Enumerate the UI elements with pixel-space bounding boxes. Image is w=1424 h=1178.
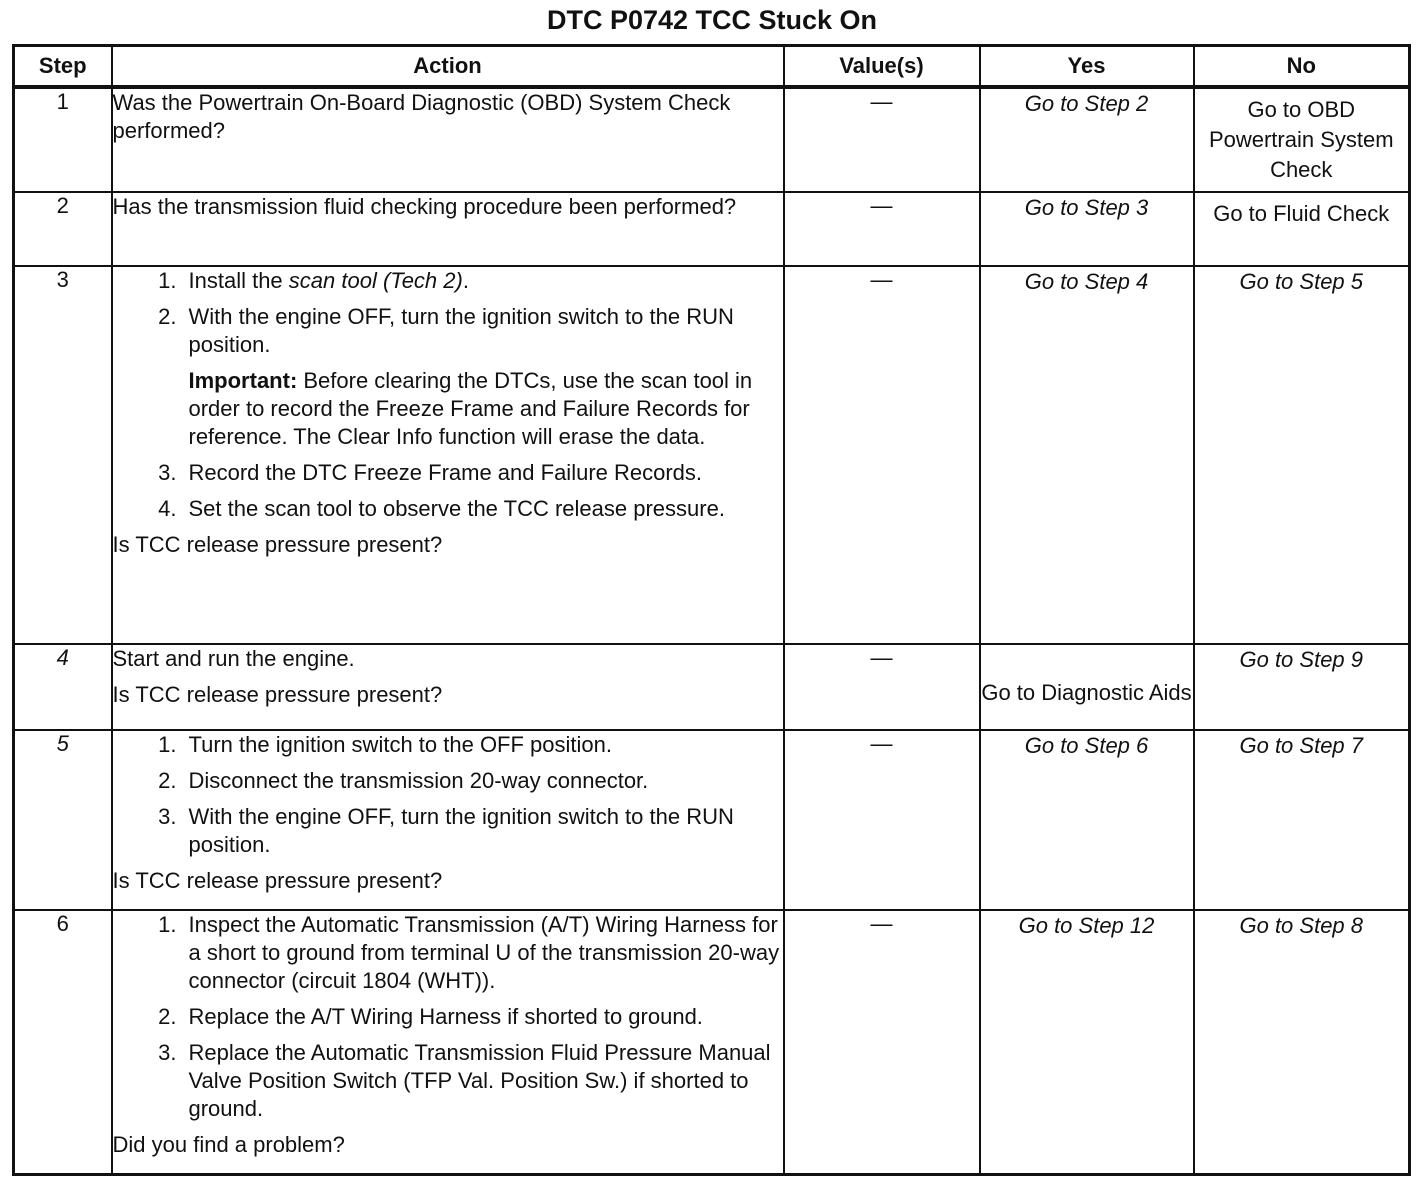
substep-text-part: . <box>462 268 469 293</box>
substep-text: Replace the Automatic Transmission Fluid Pressure Manual Valve Position Switch (TFP Val. Position Sw.) if shorted to ground. <box>188 1040 771 1121</box>
yes-link[interactable]: Go to Step 6 <box>980 730 1194 910</box>
list-item <box>113 767 783 795</box>
substep-text: Replace the A/T Wiring Harness if shorted to ground. <box>188 1004 703 1029</box>
action-cell <box>112 910 784 1175</box>
no-link[interactable]: Go to Step 8 <box>1194 910 1410 1175</box>
substep-number: 1. <box>158 268 177 293</box>
no-link[interactable]: Go to Step 9 <box>1194 644 1410 730</box>
substep-text: With the engine OFF, turn the ignition switch to the RUN position. <box>188 804 734 857</box>
question-text: Is TCC release pressure present? <box>112 682 443 707</box>
list-item <box>113 911 783 995</box>
substep-text: Set the scan tool to observe the TCC release pressure. <box>188 496 725 521</box>
substep-number: 3. <box>158 804 177 829</box>
no-link[interactable]: Go to OBD Powertrain System Check <box>1194 87 1410 192</box>
substep-number: 1. <box>158 732 177 757</box>
list-item <box>113 267 783 295</box>
substep-text: Disconnect the transmission 20-way connector. <box>188 768 649 793</box>
no-link[interactable]: Go to Step 5 <box>1194 266 1410 644</box>
step-number: 2 <box>14 192 112 266</box>
substep-text: Record the DTC Freeze Frame and Failure Records. <box>188 460 703 485</box>
action-cell <box>112 644 784 730</box>
substep-text: Turn the ignition switch to the OFF position. <box>188 732 612 757</box>
value-cell: — <box>784 192 980 266</box>
step-number: 1 <box>14 87 112 192</box>
header-step: Step <box>14 46 112 88</box>
substep-number: 3. <box>158 460 177 485</box>
no-link[interactable]: Go to Step 7 <box>1194 730 1410 910</box>
question-text: Is TCC release pressure present? <box>112 532 443 557</box>
list-item <box>113 459 783 487</box>
list-item <box>113 303 783 359</box>
no-link[interactable]: Go to Fluid Check <box>1194 192 1410 266</box>
yes-link[interactable]: Go to Diagnostic Aids <box>980 644 1194 730</box>
list-item <box>113 803 783 859</box>
substep-list <box>113 911 783 1123</box>
substep-list <box>113 731 783 859</box>
substep-number: 2. <box>158 304 177 329</box>
value-cell: — <box>784 87 980 192</box>
substep-text: Inspect the Automatic Transmission (A/T) Wiring Harness for a short to ground from terminal U of the transmission 20-way connector (circuit 1804 (WHT)). <box>188 912 780 993</box>
yes-link[interactable]: Go to Step 4 <box>980 266 1194 644</box>
substep-number: 1. <box>158 912 177 937</box>
action-text: Has the transmission fluid checking procedure been performed? <box>112 192 784 266</box>
substep-number: 2. <box>158 1004 177 1029</box>
step-number: 3 <box>14 266 112 644</box>
substep-list <box>113 459 783 523</box>
important-label: Important: <box>188 368 298 393</box>
action-text: Start and run the engine. <box>112 646 355 671</box>
important-text: Before clearing the DTCs, use the scan tool in order to record the Freeze Frame and Failure Records for reference. The Clear Info function will erase the data. <box>188 368 753 449</box>
step-number: 5 <box>14 730 112 910</box>
important-note <box>177 367 783 451</box>
action-text: Was the Powertrain On-Board Diagnostic (OBD) System Check performed? <box>112 87 784 192</box>
header-values: Value(s) <box>784 46 980 88</box>
table-row <box>14 644 1410 730</box>
value-cell: — <box>784 266 980 644</box>
page-title: DTC P0742 TCC Stuck On <box>546 5 878 35</box>
action-cell <box>112 266 784 644</box>
value-cell: — <box>784 730 980 910</box>
step-number: 6 <box>14 910 112 1175</box>
table-row <box>14 266 1410 644</box>
header-yes: Yes <box>980 46 1194 88</box>
list-item <box>113 731 783 759</box>
action-cell <box>112 730 784 910</box>
substep-list <box>113 267 783 359</box>
substep-text <box>189 267 783 295</box>
header-row <box>14 46 1410 88</box>
table-row <box>14 87 1410 192</box>
yes-link[interactable]: Go to Step 3 <box>980 192 1194 266</box>
substep-text-part: Install the <box>188 268 289 293</box>
list-item <box>113 495 783 523</box>
value-cell: — <box>784 644 980 730</box>
table-row <box>14 910 1410 1175</box>
list-item <box>113 1039 783 1123</box>
question-text: Is TCC release pressure present? <box>112 868 443 893</box>
list-item <box>113 1003 783 1031</box>
question-text: Did you find a problem? <box>112 1132 345 1157</box>
header-no: No <box>1194 46 1410 88</box>
table-row <box>14 730 1410 910</box>
header-action: Action <box>112 46 784 88</box>
table-row <box>14 192 1410 266</box>
substep-number: 2. <box>158 768 177 793</box>
substep-text: With the engine OFF, turn the ignition switch to the RUN position. <box>188 304 734 357</box>
value-cell: — <box>784 910 980 1175</box>
scan-tool-term: scan tool (Tech 2) <box>288 268 463 293</box>
yes-link[interactable]: Go to Step 2 <box>980 87 1194 192</box>
step-number: 4 <box>14 644 112 730</box>
substep-number: 4. <box>158 496 177 521</box>
substep-number: 3. <box>158 1040 177 1065</box>
yes-link[interactable]: Go to Step 12 <box>980 910 1194 1175</box>
dtc-table <box>12 44 1411 1176</box>
